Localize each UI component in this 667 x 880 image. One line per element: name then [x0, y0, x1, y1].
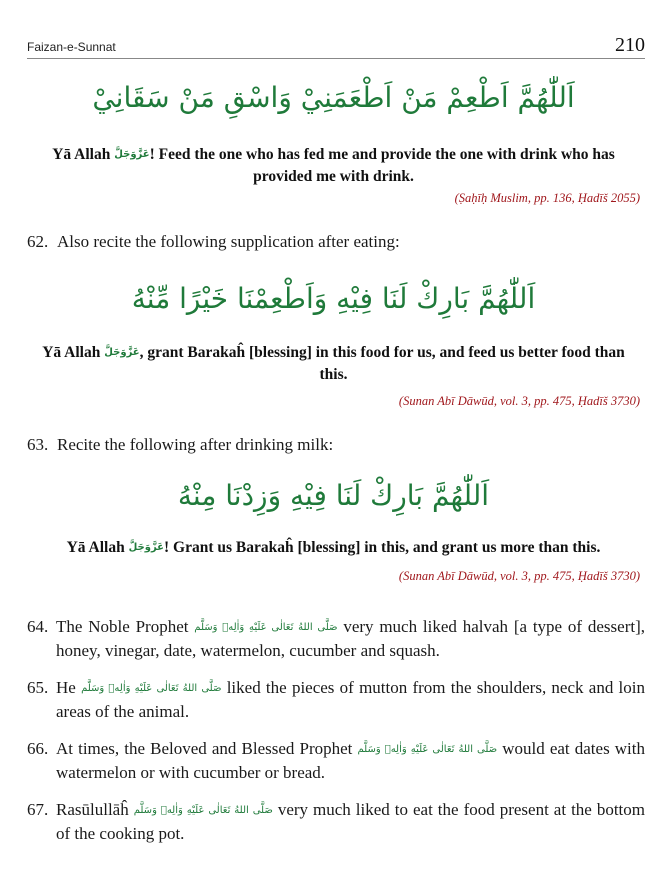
translation-prefix: Yā Allah [52, 146, 111, 163]
honorific-glyph: صَلَّى اللهُ تَعَالٰى عَلَيْهِ وَاٰلِهٖ وَسَلَّم [133, 805, 273, 816]
item-text: Also recite the following supplication after eating: [57, 232, 400, 251]
list-item-65 [27, 676, 645, 723]
honorific-glyph: صَلَّى اللهُ تَعَالٰى عَلَيْهِ وَاٰلِهٖ وَسَلَّم [194, 622, 338, 633]
honorific-glyph: صَلَّى اللهُ تَعَالٰى عَلَيْهِ وَاٰلِهٖ وَسَلَّم [81, 683, 222, 694]
item-text-pre: Rasūlullāĥ [56, 800, 129, 819]
item-number: 63. [27, 435, 49, 454]
translation-text: ! Feed the one who has fed me and provide the one with drink who has provided me with drink. [149, 146, 615, 185]
item-text [56, 676, 645, 723]
reference-3: (Sunan Abī Dāwūd, vol. 3, pp. 475, Ḥadīš 3730) [398, 569, 640, 583]
item-text-pre: At times, the Beloved and Blessed Prophet [56, 739, 353, 758]
page-header [27, 34, 645, 58]
list-item-62 [27, 230, 645, 253]
list-item-63 [27, 433, 645, 456]
item-text-pre: He [56, 678, 76, 697]
header-divider [27, 58, 645, 59]
translation-2 [40, 342, 627, 386]
translation-prefix: Yā Allah [66, 539, 125, 556]
list-item-64 [27, 615, 645, 662]
honorific-glyph: صَلَّى اللهُ تَعَالٰى عَلَيْهِ وَاٰلِهٖ وَسَلَّم [357, 744, 498, 755]
translation-text: , grant Barakaĥ [blessing] in this food for us, and feed us better food than this. [139, 344, 625, 383]
page-number: 210 [615, 34, 645, 56]
arabic-supplication-3: اَللّٰهُمَّ بَارِكْ لَنَا فِيْهِ وَزِدْنَا مِنْهُ [177, 479, 490, 512]
item-text [56, 615, 645, 662]
arabic-supplication-1: اَللّٰهُمَّ اَطْعِمْ مَنْ اَطْعَمَنِيْ وَاسْقِ مَنْ سَقَانِيْ [92, 81, 575, 114]
item-text [56, 798, 645, 845]
reference-2: (Sunan Abī Dāwūd, vol. 3, pp. 475, Ḥadīš 3730) [398, 394, 640, 408]
translation-1 [40, 144, 627, 188]
item-text-post: very much liked halvah [a type of dessert], honey, vinegar, date, watermelon, cucumber and squash. [56, 617, 646, 660]
honorific-glyph: عَزَّوَجَلَّ [114, 149, 150, 160]
translation-text: ! Grant us Barakaĥ [blessing] in this, and grant us more than this. [164, 539, 601, 556]
list-item-67 [27, 798, 645, 845]
item-text: Recite the following after drinking milk: [57, 435, 334, 454]
item-text-pre: The Noble Prophet [56, 617, 189, 636]
item-text [56, 737, 645, 784]
item-number: 64. [27, 617, 49, 636]
item-number: 62. [27, 232, 49, 251]
reference-1: (Ṣaḥīḥ Muslim, pp. 136, Ḥadīš 2055) [454, 191, 640, 205]
list-item-66 [27, 737, 645, 784]
arabic-supplication-2: اَللّٰهُمَّ بَارِكْ لَنَا فِيْهِ وَاَطْعِمْنَا خَيْرًا مِّنْهُ [131, 282, 536, 315]
book-title: Faizan-e-Sunnat [27, 40, 116, 54]
item-number: 65. [27, 678, 49, 697]
translation-prefix: Yā Allah [42, 344, 101, 361]
item-number: 66. [27, 739, 49, 758]
translation-3 [40, 537, 627, 559]
honorific-glyph: عَزَّوَجَلَّ [128, 542, 165, 553]
honorific-glyph: عَزَّوَجَلَّ [104, 347, 140, 358]
item-text-post: liked the pieces of mutton from the shoulders, neck and loin areas of the animal. [56, 678, 646, 721]
item-number: 67. [27, 800, 49, 819]
item-text-post: very much liked to eat the food present at the bottom of the cooking pot. [56, 800, 646, 843]
item-text-post: would eat dates with watermelon or with cucumber or bread. [56, 739, 646, 782]
